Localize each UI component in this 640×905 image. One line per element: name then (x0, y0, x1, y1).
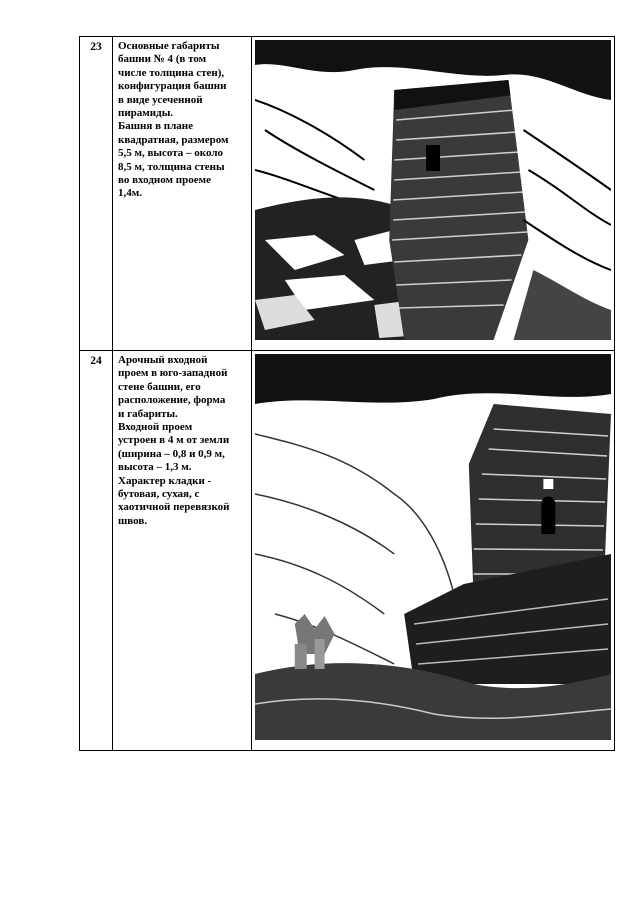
row-number-cell (80, 351, 113, 751)
description-cell (113, 37, 252, 351)
row-number: 23 (90, 41, 102, 53)
photo-cell (252, 37, 615, 351)
tower-photo-icon (255, 40, 611, 340)
table-row (80, 37, 615, 351)
row-description: Основные габариты башни № 4 (в том числе толщина стен), конфигурация башни в виде усеченной пирамиды. Башня в плане квадратная, размером 5,5 м, высота – около 8,5 м, толщина стены во входном проеме 1,4м. (118, 40, 229, 200)
document-table (79, 36, 615, 751)
tower-photo-icon (255, 354, 611, 740)
table-row (80, 351, 615, 751)
row-number: 24 (90, 355, 102, 367)
row-description: Арочный входной проем в юго-западной стене башни, его расположение, форма и габариты. Входной проем устроен в 4 м от земли (ширина – 0,8 и 0,9 м, высота – 1,3 м. Характер кладки - бутовая, сухая, с хаотичной перевязкой швов. (118, 354, 230, 527)
row-number-cell (80, 37, 113, 351)
description-cell (113, 351, 252, 751)
photo-cell (252, 351, 615, 751)
